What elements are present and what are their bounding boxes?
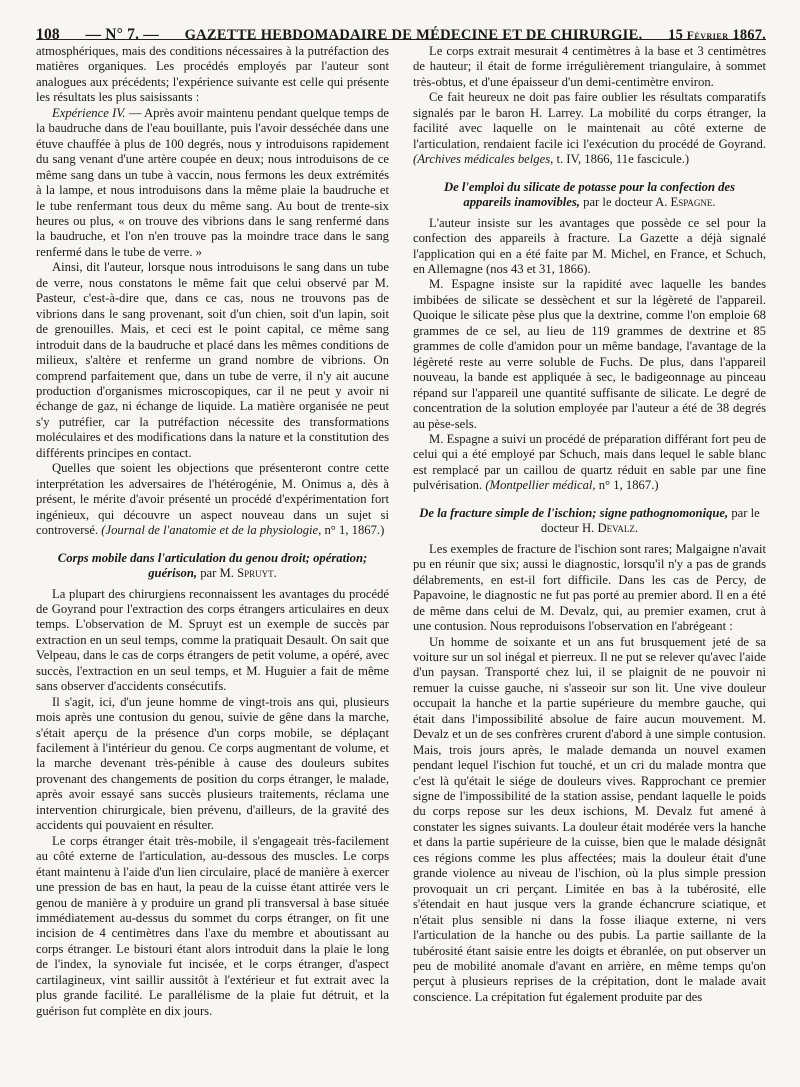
paragraph: Les exemples de fracture de l'ischion sont rares; Malgaigne n'avait pu en réunir que six; aussi le diagnostic, lorsqu'il n'y a pas de grands délabrements, en est-il fort difficile. Dans les cas de Percy, de Papavoine, le diagnostic ne fut pas porté au premier abord. Il en a été de même dans celui de M. Devalz, qui, au premier examen, crut à une contusion. Nous reproduisons l'observation en l'abrégeant : [413, 541, 766, 634]
section-byline: par M. [197, 565, 238, 580]
date-month: Février [686, 30, 729, 42]
paragraph: L'auteur insiste sur les avantages que possède ce sel pour la confection des appareils à fracture. La Gazette a déjà signalé l'application qui en a été faite par M. Michel, en France, et Schuch, en Allemagne (nos 43 et 31, 1866). [413, 215, 766, 276]
paragraph: Ainsi, dit l'auteur, lorsque nous introduisons le sang dans un tube de verre, nous constatons le même fait que celui observé par M. Pasteur, c'est-à-dire que, dans ce cas, nous ne trouvons pas de vibrions dans le sang provenant, soit d'un chien, soit d'un lapin, soit de grenouilles. Mais, et ceci est le point capital, ce même sang introduit dans de la baudruche et placé dans les mêmes conditions de milieux, s'altère et renferme un grand nombre de vibrions. On comprend parfaitement que, dans un tube de verre, il n'y ait aucune production d'organismes microscopiques, car il ne peut y avoir ni échange de gaz, ni échange de liquide. La matière organisée ne peut s'y putréfier, car la putréfaction nécessite des transformations moléculaires et des modifications dans la nature et la constitution des différents principes en contact. [36, 260, 389, 460]
section-heading [419, 180, 760, 210]
running-header [36, 0, 766, 43]
section-title: De l'emploi du silicate de potasse pour la confection des appareils inamovibles, [443, 179, 736, 209]
section-title: Corps mobile dans l'articulation du genou droit; opération; guérison, [57, 550, 368, 580]
paragraph: La plupart des chirurgiens reconnaissent les avantages du procédé de Goyrand pour l'extraction des corps étrangers articulaires en deux temps. L'observation de M. Spruyt est un exemple de succès par extraction en un seul temps, comme la pratiquait Desault. On sait que Velpeau, dans le cas de corps étrangers de petit volume, a opéré, avec succès, l'extraction en un seul temps, et M. Huguier a fait de même sans observer d'accidents consécutifs. [36, 586, 389, 694]
section-author: Spruyt. [237, 565, 277, 580]
section-byline: par le docteur H. [540, 505, 760, 535]
issue-date [668, 27, 766, 44]
paragraph [36, 106, 389, 261]
date-day: 15 [668, 27, 684, 43]
paragraph-text: Quelles que soient les objections que présenteront contre cette interprétation les adversaires de l'hétérogénie, M. Onimus a, dès à présent, le mérite d'avoir présenté un procédé d'expérimentation fort ingénieux, qui découvre un aspect nouveau dans un sujet si controversé. [36, 461, 389, 538]
section-author: Devalz. [597, 520, 639, 535]
paragraph: Le corps étranger était très-mobile, il s'engageait très-facilement au côté externe de l'articulation, au-dessous des muscles. Le corps étant maintenu à l'aide d'un lien circulaire, placé de manière à exercer une pression de bas en haut, la peau de la cuisse étant attirée vers le genou de manière à y produire un grand pli transversal à base située immédiatement au-dessus du sommet du corps étranger, on fit une incision de 4 centimètres dans l'axe du membre et aboutissant au corps étranger. Le bistouri étant alors introduit dans la plaie le long de l'index, la synoviale fut incisée, et le corps étranger, d'aspect cartilagineux, vint saillir aussitôt à l'extérieur et fut extrait avec la plus grande facilité. Le parallélisme de la plaie fut détruit, et la guérison fut complète en dix jours. [36, 833, 389, 1018]
section-title: De la fracture simple de l'ischion; signe pathognomonique, [419, 505, 729, 520]
experiment-label: Expérience IV. [52, 105, 126, 120]
paragraph-text: — Après avoir maintenu pendant quelque temps de la baudruche dans de l'eau bouillante, puis l'avoir desséchée dans une étuve chauffée à plus de 100 degrés, nous y introduisons rapidement du sang venant d'une artère coupée en deux; nous introduisons de ce même sang dans un tube à vaccin, nous fermons les deux extrémités à la lampe, et nous introduisons dans la même plaie la baudruche et le tube renfermant tous deux du même sang. Au bout de trente-six heures ou plus, « on trouve des vibrions dans le sang renfermé dans la baudruche, et l'on n'en trouve pas la moindre trace dans le sang renfermé dans le tube de verre. » [36, 105, 390, 259]
section-byline: par le docteur A. [579, 194, 671, 209]
citation-end: n° 1, 1867.) [595, 478, 659, 493]
paragraph: Il s'agit, ici, d'un jeune homme de vingt-trois ans qui, plusieurs mois après une contusion du genou, suivie de gêne dans la marche, s'était aperçu de la présence d'un corps mobile, se déplaçant facilement à l'intérieur du genou. Ce corps augmentant de volume, et la marche devenant très-pénible à cause des douleurs subites provenant des changements de position du corps étranger, le malade, après avoir essayé sans succès plusieurs traitements, réclama une intervention chirurgicale, bien prévenu, d'ailleurs, de la gravité des accidents qui pouvaient en résulter. [36, 694, 389, 833]
section-author: Espagne. [670, 194, 716, 209]
paragraph: Le corps extrait mesurait 4 centimètres à la base et 3 centimètres de hauteur; il était de forme irrégulièrement triangulaire, à sommet très-obtus, et d'une épaisseur d'un demi-centimètre environ. [413, 44, 766, 89]
citation-end: n° 1, 1867.) [321, 523, 385, 538]
citation-source: (Journal de l'anatomie et de la physiologie, [101, 523, 322, 538]
paragraph [36, 461, 389, 538]
paragraph [413, 432, 766, 494]
citation-end: t. IV, 1866, 11e fascicule.) [553, 152, 690, 167]
page-number: 108 [36, 26, 60, 43]
left-column [36, 44, 389, 1019]
paragraph-text: M. Espagne a suivi un procédé de préparation différant fort peu de celui qui a été employé par Schuch, mais dans lequel le sable blanc est remplacé par un caillou de quartz réduit en sable par une fine pulvérisation. [413, 431, 766, 493]
paragraph: Un homme de soixante et un ans fut brusquement jeté de sa voiture sur un sol inégal et pierreux. Il ne put se relever qu'avec l'aide d'un paysan. Transporté chez lui, il se plaignit de ne pouvoir ni remuer la cuisse gauche, ni s'asseoir sur son lit. Une vive douleur occupait la hanche et la partie supérieure du membre gauche, qui était dans l'impossibilité absolue de faire aucun mouvement. M. Devalz et un de ses confrères crurent d'abord à une simple contusion. Mais, trois jours après, le malade demanda un nouvel examen pendant lequel l'ischion fut touché, et un cri du malade montra que c'est là qu'était le siége de douleurs vives. Rapprochant ce premier signe de l'impossibilité de la station assise, pendant laquelle le poids du corps repose sur les deux ischions, M. Devalz fut amené à constater les signes suivants. La douleur était modérée vers la hanche et dans la partie supérieure de la cuisse, bien que le malade désignât ces régions comme les plus affectées; mais la douleur était d'une grande violence au niveau de l'ischion, où la plus simple pression provoquait un cri perçant. Limitée en bas à la tubérosité, elle s'étendait en haut jusque vers la grande échancrure sciatique, et n'était plus sensible ni dans la fosse iliaque externe, ni vers l'articulation de la hanche ou des pubis. La partie saillante de la tubérosité étant saisie entre les doigts et ébranlée, on put observer un peu de mobilité anomale d'avant en arrière, en même temps qu'on perçut à plusieurs reprises de la crépitation, dont le malade avait conscience. La crépitation fut également produite par des [413, 634, 766, 1004]
citation-source: (Archives médicales belges, [413, 152, 554, 167]
section-heading [419, 506, 760, 536]
paragraph: M. Espagne insiste sur la rapidité avec laquelle les bandes imbibées de silicate se dessèchent et sur la légèreté de l'appareil. Quoique le silicate pèse plus que la dextrine, comme l'on emploie 68 grammes de ce sel, au lieu de 119 grammes de dextrine et 85 grammes de colle d'amidon pour un même bandage, l'avantage de la légèreté reste au verre soluble de Fuchs. De plus, dans l'appareil nouveau, la bande est appliquée à sec, le badigeonnage au pinceau répand sur l'appareil une quantité suffisante de silicate. Le degré de concentration de la solution employée par l'auteur a été de 38 degrés au pèse-sels. [413, 277, 766, 431]
paragraph [413, 90, 766, 167]
citation-source: (Montpellier médical, [485, 478, 596, 493]
issue-number: — N° 7. — [85, 26, 159, 43]
journal-title: GAZETTE HEBDOMADAIRE DE MÉDECINE ET DE CHIRURGIE. [184, 27, 643, 43]
date-year: 1867. [732, 27, 766, 43]
paragraph-text: Ce fait heureux ne doit pas faire oublier les résultats comparatifs signalés par le baron H. Larrey. La mobilité du corps étranger, la facilité avec laquelle on le maintenait au côté externe de l'articulation, rendaient facile ici l'exécution du procédé de Goyrand. [413, 90, 766, 151]
text-columns [36, 44, 766, 1019]
paragraph: atmosphériques, mais des conditions nécessaires à la putréfaction des matières organiques. Les procédés employés par l'auteur sont analogues aux précédents; l'expérience suivante est celle qui présente les résultats les plus saisissants : [36, 44, 389, 105]
right-column [413, 44, 766, 1019]
section-heading [42, 551, 383, 581]
